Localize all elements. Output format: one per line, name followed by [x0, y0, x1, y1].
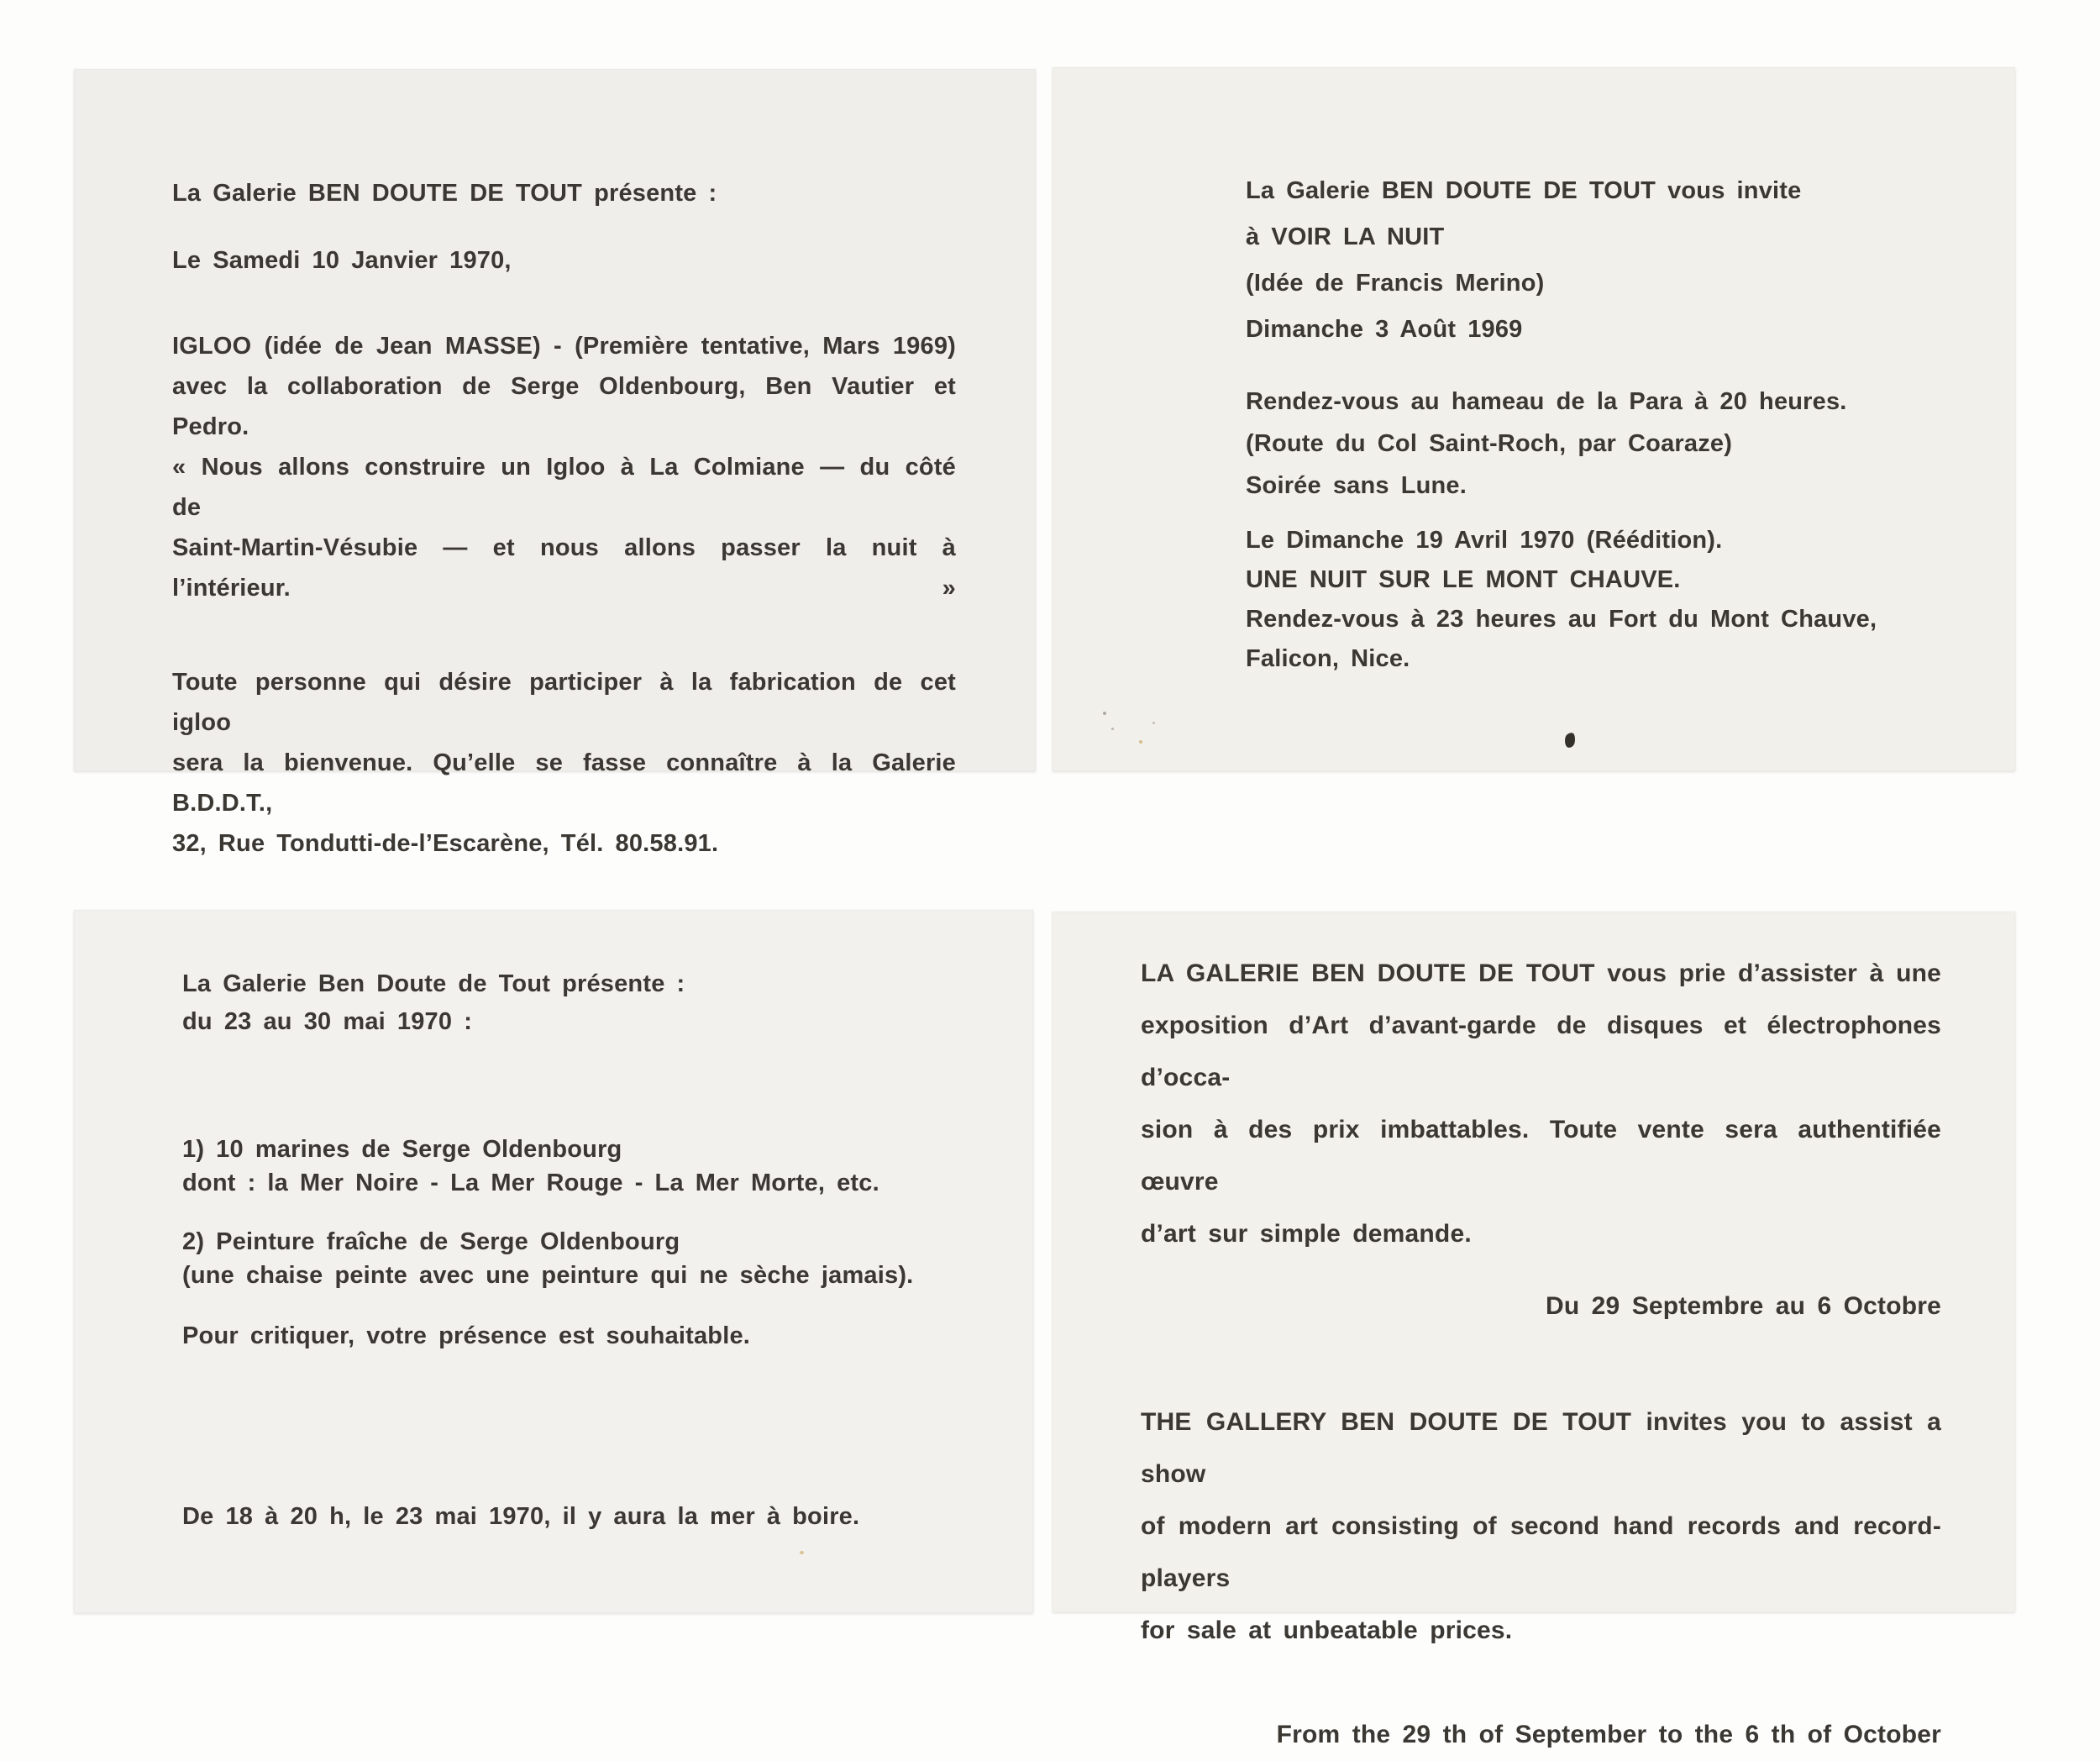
card-voir-intro-line: (Idée de Francis Merino): [1246, 270, 1545, 297]
card-marines-finale: De 18 à 20 h, le 23 mai 1970, il y aura la mer à boire.: [182, 1503, 860, 1530]
card-records-en-line: THE GALLERY BEN DOUTE DE TOUT invites you to assist a show: [1141, 1408, 1941, 1488]
card-marines-intro-line: La Galerie Ben Doute de Tout présente :: [182, 970, 685, 997]
card-voir-intro: [1246, 168, 1923, 353]
card-marines-item1: [182, 1133, 974, 1200]
card-igloo-note-line: 32, Rue Tondutti-de-l’Escarène, Tél. 80.58.91.: [172, 830, 719, 857]
card-voir-reedition-line: Rendez-vous à 23 heures au Fort du Mont Chauve,: [1246, 606, 1877, 633]
card-igloo-body-line: Saint-Martin-Vésubie — et nous allons passer la nuit à l’intérieur. »: [172, 534, 956, 602]
paper-speck: [1152, 722, 1155, 724]
card-voir-intro-line: La Galerie BEN DOUTE DE TOUT vous invite: [1246, 177, 1802, 204]
paper-speck: [1139, 740, 1142, 744]
card-marines-intro: [182, 965, 974, 1041]
card-igloo-content: [74, 173, 1036, 875]
card-marines: [74, 910, 1033, 1613]
card-records-en-line: for sale at unbeatable prices.: [1141, 1616, 1513, 1644]
paper-speck: [800, 1551, 804, 1554]
card-records-fr-line: d’art sur simple demande.: [1141, 1220, 1472, 1248]
card-voir-meeting: [1246, 381, 1923, 507]
card-records-fr-line: exposition d’Art d’avant-garde de disques et électrophones d’occa-: [1141, 1012, 1941, 1091]
card-records-fr-line: LA GALERIE BEN DOUTE DE TOUT vous prie d’assister à une: [1141, 959, 1941, 987]
card-voir-intro-line: à VOIR LA NUIT: [1246, 223, 1445, 250]
card-marines-item2-line: 2) Peinture fraîche de Serge Oldenbourg: [182, 1228, 680, 1255]
card-voir-la-nuit-content: [1053, 168, 2015, 872]
card-marines-item2: [182, 1225, 974, 1292]
card-igloo-body-line: IGLOO (idée de Jean MASSE) - (Première tentative, Mars 1969): [172, 333, 956, 360]
card-records-en-line: of modern art consisting of second hand records and record-players: [1141, 1512, 1941, 1592]
card-marines-intro-line: du 23 au 30 mai 1970 :: [182, 1008, 473, 1035]
card-records-english-paragraph: [1141, 1396, 1941, 1657]
card-marines-item1-line: dont : la Mer Noire - La Mer Rouge - La Mer Morte, etc.: [182, 1170, 879, 1196]
card-voir-reedition-line: UNE NUIT SUR LE MONT CHAUVE.: [1246, 566, 1681, 593]
card-voir-reedition: [1246, 521, 1923, 679]
card-records-fr-line: sion à des prix imbattables. Toute vente sera authentifiée œuvre: [1141, 1116, 1941, 1196]
card-igloo-body-line: avec la collaboration de Serge Oldenbourg, Ben Vautier et Pedro.: [172, 373, 956, 440]
paper-speck: [1111, 728, 1114, 730]
card-igloo-note-line: Toute personne qui désire participer à la fabrication de cet igloo: [172, 669, 956, 736]
paper-speck: [1103, 712, 1106, 715]
card-voir-reedition-line: Le Dimanche 19 Avril 1970 (Réédition).: [1246, 527, 1723, 554]
card-records-french-dates: Du 29 Septembre au 6 Octobre: [1546, 1292, 1941, 1320]
card-records-french-paragraph: [1141, 948, 1941, 1260]
card-voir-meeting-line: Soirée sans Lune.: [1246, 472, 1467, 499]
card-voir-meeting-line: (Route du Col Saint-Roch, par Coaraze): [1246, 430, 1733, 457]
card-igloo-body-line: « Nous allons construire un Igloo à La Colmiane — du côté de: [172, 454, 956, 521]
card-igloo-announcement: [74, 69, 1036, 857]
card-marines-content: [74, 965, 1033, 1669]
card-igloo-body: [172, 326, 956, 608]
card-voir-reedition-line: Falicon, Nice.: [1246, 645, 1410, 672]
card-records-show: [1053, 912, 2015, 1748]
card-marines-critique: Pour critiquer, votre présence est souhaitable.: [182, 1322, 751, 1349]
card-records-content: [1053, 948, 2015, 1748]
card-voir-intro-line: Dimanche 3 Août 1969: [1246, 316, 1523, 343]
card-records-english-dates: From the 29 th of September to the 6 th of October: [1276, 1721, 1941, 1748]
card-voir-la-nuit: [1053, 67, 2015, 771]
card-marines-item2-line: (une chaise peinte avec une peinture qui ne sèche jamais).: [182, 1262, 914, 1289]
card-igloo-note-line: sera la bienvenue. Qu’elle se fasse connaître à la Galerie B.D.D.T.,: [172, 749, 956, 817]
card-marines-item1-line: 1) 10 marines de Serge Oldenbourg: [182, 1136, 622, 1163]
card-voir-meeting-line: Rendez-vous au hameau de la Para à 20 heures.: [1246, 388, 1847, 415]
card-igloo-title: La Galerie BEN DOUTE DE TOUT présente :: [172, 180, 717, 207]
card-igloo-note: [172, 662, 956, 864]
card-igloo-date: Le Samedi 10 Janvier 1970,: [172, 247, 512, 274]
